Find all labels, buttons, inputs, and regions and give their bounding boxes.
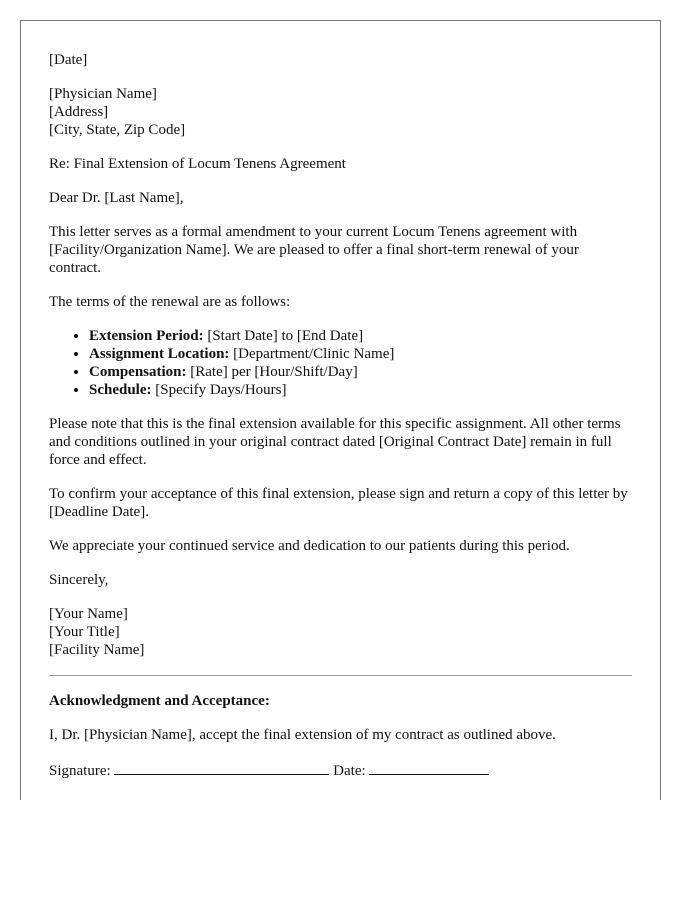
salutation: Dear Dr. [Last Name], bbox=[49, 190, 184, 206]
term-item bbox=[89, 345, 632, 363]
recipient-name: [Physician Name] bbox=[49, 86, 157, 102]
date-label: Date: bbox=[333, 763, 366, 779]
signature-row bbox=[49, 760, 632, 780]
term-value: [Rate] per [Hour/Shift/Day] bbox=[186, 364, 358, 380]
section-divider bbox=[49, 675, 632, 676]
term-item bbox=[89, 327, 632, 345]
acknowledgment-statement: I, Dr. [Physician Name], accept the final extension of my contract as outlined above. bbox=[49, 727, 556, 743]
appreciation-paragraph: We appreciate your continued service and dedication to our patients during this period. bbox=[49, 538, 570, 554]
term-value: [Start Date] to [End Date] bbox=[203, 328, 364, 344]
term-value: [Specify Days/Hours] bbox=[151, 382, 287, 398]
term-label: Schedule: bbox=[89, 382, 152, 398]
term-item bbox=[89, 363, 632, 381]
term-label: Extension Period: bbox=[89, 328, 204, 344]
letter-date: [Date] bbox=[49, 52, 88, 68]
term-label: Compensation: bbox=[89, 364, 187, 380]
signature-label: Signature: bbox=[49, 763, 111, 779]
confirm-paragraph: To confirm your acceptance of this final extension, please sign and return a copy of this letter by [Deadline Date]. bbox=[49, 486, 628, 520]
recipient-block bbox=[49, 85, 632, 139]
terms-list bbox=[49, 327, 632, 399]
acknowledgment-heading: Acknowledgment and Acceptance: bbox=[49, 693, 270, 709]
subject-line: Re: Final Extension of Locum Tenens Agreement bbox=[49, 156, 346, 172]
intro-paragraph: This letter serves as a formal amendment to your current Locum Tenens agreement with [Facility/Organization Name]. We are pleased to offer a final short-term renewal of your contract. bbox=[49, 224, 579, 276]
sender-block bbox=[49, 605, 632, 659]
signature-line[interactable] bbox=[114, 760, 329, 775]
note-paragraph: Please note that this is the final extension available for this specific assignment. All other terms and conditions outlined in your original contract dated [Original Contract Date] remain in full force and effect. bbox=[49, 416, 621, 468]
recipient-city: [City, State, Zip Code] bbox=[49, 122, 186, 138]
term-label: Assignment Location: bbox=[89, 346, 230, 362]
term-value: [Department/Clinic Name] bbox=[229, 346, 395, 362]
sender-facility: [Facility Name] bbox=[49, 642, 145, 658]
recipient-address: [Address] bbox=[49, 104, 109, 120]
date-line[interactable] bbox=[369, 760, 489, 775]
terms-intro: The terms of the renewal are as follows: bbox=[49, 294, 291, 310]
sender-title: [Your Title] bbox=[49, 624, 120, 640]
sender-name: [Your Name] bbox=[49, 606, 128, 622]
term-item bbox=[89, 381, 632, 399]
closing: Sincerely, bbox=[49, 572, 109, 588]
letter-page bbox=[20, 20, 661, 800]
